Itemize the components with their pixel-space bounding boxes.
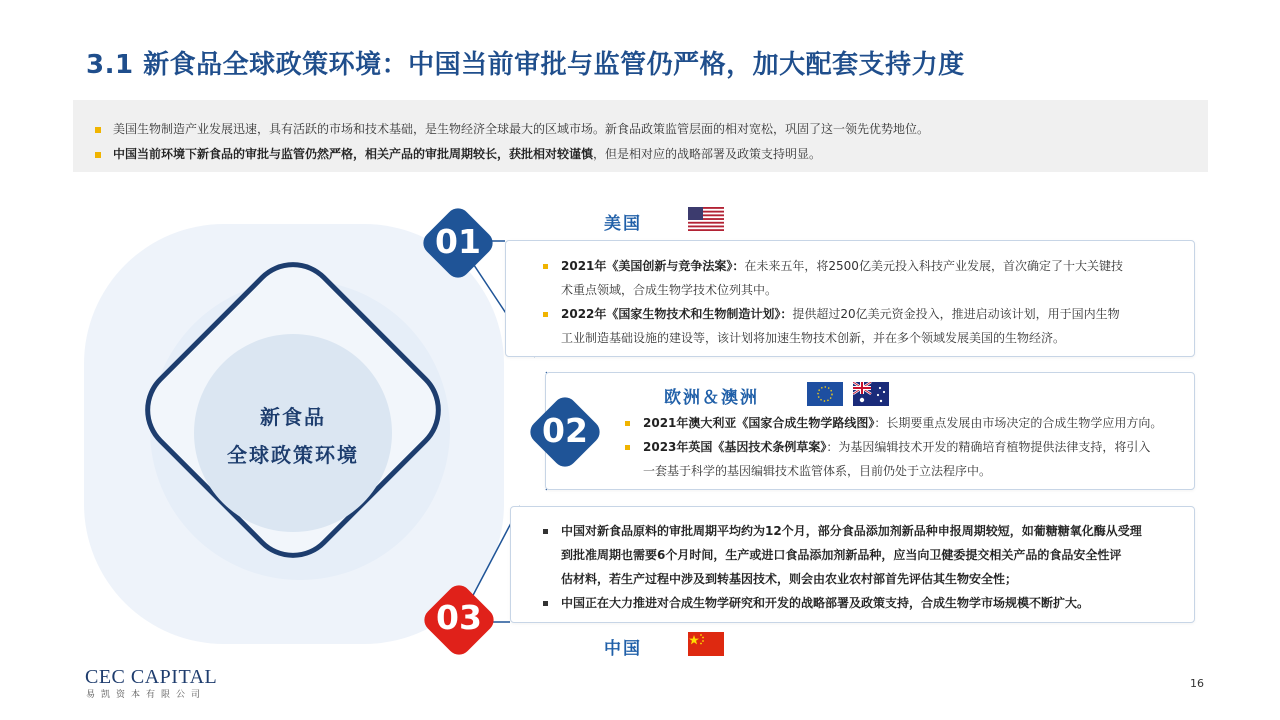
summary-text-1: 美国生物制造产业发展迅速，具有活跃的市场和技术基础，是生物经济全球最大的区域市场。新食品政策监管层面的相对宽松，巩固了这一领先优势地位。	[113, 122, 930, 136]
china-policy-1-text-c: 估材料，若生产过程中涉及到转基因技术，则会由农业农村部首先评估其生物安全性；	[561, 572, 1018, 586]
badge-01-number: 01	[435, 222, 481, 261]
eu-au-policy-1-text: ：长期要重点发展由市场决定的合成生物学应用方向。	[874, 416, 1163, 430]
australia-flag-icon	[853, 382, 889, 406]
us-policy-1-text-b: 术重点领域，合成生物学技术位列其中。	[561, 283, 778, 297]
china-policy-1-text-a: 中国对新食品原料的审批周期平均约为12个月，部分食品添加剂新品种申报周期较短，如葡糖糖氧化酶从受理	[561, 524, 1142, 538]
china-policy-2-text: 中国正在大力推进对合成生物学研究和开发的战略部署及政策支持，合成生物学市场规模不断扩大。	[561, 596, 1090, 610]
region-china-title: 中国	[604, 639, 642, 659]
bullet-icon	[625, 421, 630, 426]
us-policy-2-text-a: 提供超过20亿美元资金投入，推进启动该计划，用于国内生物	[792, 307, 1120, 321]
us-policy-1-text-a: 在未来五年，将2500亿美元投入科技产业发展，首次确定了十大关键技	[744, 259, 1123, 273]
company-logo-subtitle: 易凯资本有限公司	[86, 690, 207, 700]
eu-flag-icon	[807, 382, 843, 406]
region-us-title: 美国	[604, 214, 642, 234]
bullet-icon	[543, 264, 548, 269]
us-policy-2-text-b: 工业制造基础设施的建设等，该计划将加速生物技术创新，并在多个领域发展美国的生物经济。	[561, 331, 1066, 345]
eu-au-policy-2-text-a: ：为基因编辑技术开发的精确培育植物提供法律支持，将引入	[826, 440, 1151, 454]
bullet-icon	[625, 445, 630, 450]
eu-au-policy-2-text-b: 一套基于科学的基因编辑技术监管体系，目前仍处于立法程序中。	[643, 464, 992, 478]
bullet-icon	[543, 312, 548, 317]
us-flag-icon	[688, 207, 724, 231]
china-policy-item-1	[543, 519, 1193, 591]
eu-au-policy-item-1	[625, 411, 1225, 435]
eu-au-policy-item-2	[625, 435, 1225, 483]
us-policy-1-title: 2021年《美国创新与竞争法案》：	[561, 259, 745, 273]
us-policy-2-title: 2022年《国家生物技术和生物制造计划》：	[561, 307, 793, 321]
china-flag-icon	[688, 632, 724, 656]
bullet-icon	[543, 529, 548, 534]
badge-03-number: 03	[436, 598, 482, 637]
company-logo: CEC CAPITAL	[85, 666, 218, 688]
badge-02-number: 02	[542, 411, 588, 450]
central-label-line-2: 全球政策环境	[227, 443, 359, 467]
central-label-line-1: 新食品	[260, 405, 326, 429]
bullet-icon	[543, 601, 548, 606]
china-policy-1-text-b: 到批准周期也需要6个月时间，生产或进口食品添加剂新品种，应当向卫健委提交相关产品的食品安全性评	[561, 548, 1122, 562]
region-eu-au-title: 欧洲＆澳洲	[664, 388, 759, 408]
page-number: 16	[1190, 677, 1204, 690]
us-policy-item-2	[543, 302, 1193, 350]
summary-text-2-bold: 中国当前环境下新食品的审批与监管仍然严格，相关产品的审批周期较长，获批相对较谨慎	[113, 147, 594, 161]
page-title: 3.1 新食品全球政策环境：中国当前审批与监管仍严格，加大配套支持力度	[86, 50, 965, 80]
us-policy-item-1	[543, 254, 1193, 302]
eu-au-policy-1-title: 2021年澳大利亚《国家合成生物学路线图》	[643, 416, 875, 430]
china-policy-item-2	[543, 591, 1193, 615]
summary-text-2-rest: ，但是相对应的战略部署及政策支持明显。	[593, 147, 822, 161]
eu-au-policy-2-title: 2023年英国《基因技术条例草案》	[643, 440, 827, 454]
